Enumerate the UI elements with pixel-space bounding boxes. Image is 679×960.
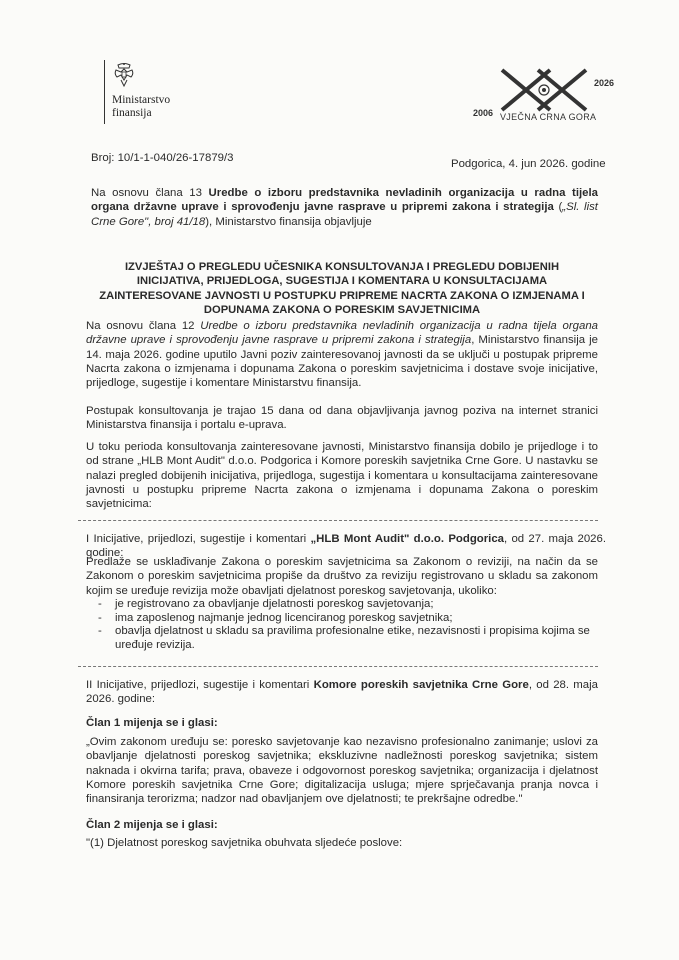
section1-conditions-list (86, 598, 598, 652)
section2-heading-text: II Inicijative, prijedlozi, sugestije i komentari (86, 679, 314, 691)
section-divider (78, 666, 598, 667)
section2-organization: Komore poreskih savjetnika Crne Gore (313, 679, 529, 691)
article2-heading: Član 2 mijenja se i glasi: (86, 819, 218, 831)
section-divider (78, 520, 598, 521)
anniversary-logo (470, 68, 618, 126)
ministry-name-line2: finansija (112, 107, 152, 119)
document-date: Podgorica, 4. jun 2026. godine (451, 158, 606, 170)
paragraph-legal-basis (86, 319, 598, 390)
paragraph-regulation-name: Uredbe o izboru predstavnika nevladinih organizacija u radna tijela organa državne uprave i sprovođenju javne rasprave u pripremi zakona i strategija (86, 320, 598, 347)
coat-of-arms-icon (112, 62, 136, 88)
section2-heading-date: , od 28. maja 2026. godine: (86, 679, 598, 706)
article1-body: „Ovim zakonom uređuju se: poresko savjetovanje kao nezavisno profesionalno zanimanje; uslovi za obavljanje djelatnosti poreskog savjetnika; ekskluzivne nadležnosti poreskog savjetnika; sistem naknada i okvirna tarifa; prava, obaveze i odgovornost poreskog savjetnika; organizacija i djelatnost Komore poreskih savjetnika Crne Gore; digitalizacija usluga; mjere sprječavanja pranja novca i finansiranja terorizma; nadzor nad obavljanjem ove djelatnosti; te prekršajne odredbe." (86, 736, 598, 806)
paragraph-text: , Ministarstvo finansija je 14. maja 2026. godine uputilo Javni poziv zainteresovanoj javnosti da se uključi u postupak pripreme Nacrta zakona o izmjenama i dopunama Zakona o poreskim savjetnicima i dostave svoje inicijative, prijedloge, sugestije i komentare Ministarstvu finansija. (86, 334, 598, 390)
intro-text: Na osnovu člana 13 (91, 187, 209, 199)
paragraph-duration: Postupak konsultovanja je trajao 15 dana od dana objavljivanja javnog poziva na internet stranici Ministarstva finansija i portalu e-uprava. (86, 405, 598, 432)
anniversary-year-end: 2026 (593, 78, 614, 88)
intro-text: ( (553, 201, 563, 214)
list-item: - je registrovano za obavljanje djelatnosti poreskog savjetovanja; (86, 598, 598, 612)
intro-gazette-ref: „Sl. list Crne Gore", broj 41/18 (91, 201, 598, 228)
ministry-name (112, 94, 170, 120)
list-item: - obavlja djelatnost u skladu sa pravilima profesionalne etike, nezavisnosti i propisima kojima se uređuje revizija. (86, 625, 598, 652)
anniversary-xx-icon (496, 68, 592, 112)
paragraph-overview: U toku perioda konsultovanja zainteresovane javnosti, Ministarstvo finansija dobilo je prijedloge i to od strane „HLB Mont Audit" d.o.o. Podgorica i Komore poreskih savjetnika Crne Gore. U nastavku se nalazi pregled dobijenih inicijativa, prijedloga, sugestija i komentara u konsultacijama zainteresovane javnosti u postupku pripreme Nacrta zakona o izmjenama i dopunama Zakona o poreskim savjetnicima: (86, 441, 598, 511)
paragraph-text: Na osnovu člana 12 (86, 320, 201, 332)
document-reference: Broj: 10/1-1-040/26-17879/3 (91, 152, 234, 164)
ministry-name-line1: Ministarstvo (112, 94, 171, 106)
intro-paragraph (91, 186, 598, 229)
section1-organization: „HLB Mont Audit" d.o.o. Podgorica (310, 533, 505, 545)
article2-body: "(1) Djelatnost poreskog savjetnika obuhvata sljedeće poslove: (86, 837, 403, 849)
section1-body: Predlaže se usklađivanje Zakona o poreskim savjetnicima sa Zakonom o reviziji, na način da se Zakonom o poreskim savjetnicima propiše da društvo za reviziju registrovano u skladu sa zakonom kojim se uređuje revizija može obavljati djelatnost poreskog savjetovanja, ukoliko: (86, 556, 598, 597)
anniversary-tagline: VJEČNA CRNA GORA (500, 112, 597, 122)
report-title: IZVJEŠTAJ O PREGLEDU UČESNIKA KONSULTOVANJA I PREGLEDU DOBIJENIH INICIJATIVA, PRIJEDLOGA, SUGESTIJA I KOMENTARA U KONSULTACIJAMA ZAINTERESOVANE JAVNOSTI U POSTUPKU PRIPREME NACRTA ZAKONA O IZMJENAMA I DOPUNAMA ZAKONA O PORESKIM SAVJETNICIMA (99, 261, 585, 316)
logo-divider (104, 60, 105, 124)
ministry-logo (100, 58, 220, 128)
intro-regulation-name: Uredbe o izboru predstavnika nevladinih organizacija u radna tijela organa državne uprave i sprovođenju javne rasprave u pripremi zakona i strategija (91, 187, 598, 214)
list-item: - ima zaposlenog najmanje jednog licenciranog poreskog savjetnika; (86, 612, 598, 626)
anniversary-year-start: 2006 (473, 108, 494, 118)
section1-heading-date: , od 27. maja 2026. godine: (86, 533, 607, 560)
article1-heading: Član 1 mijenja se i glasi: (86, 717, 218, 729)
intro-text: ), Ministarstvo finansija objavljuje (205, 215, 372, 228)
section2-heading (86, 678, 598, 707)
section1-heading-text: I Inicijative, prijedlozi, sugestije i komentari (86, 533, 311, 545)
